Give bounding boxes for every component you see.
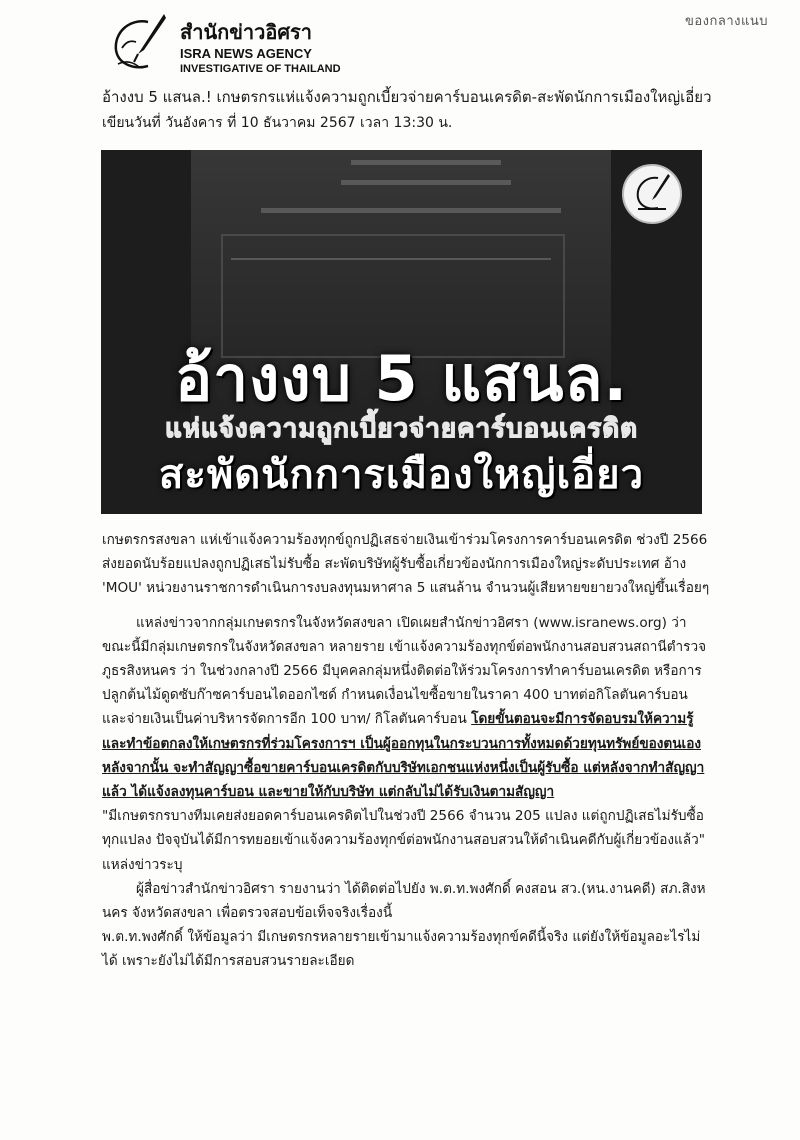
article-headline: อ้างงบ 5 แสนล.! เกษตรกรแห่แจ้งความถูกเบี้ยวจ่ายคาร์บอนเครดิต-สะพัดนักการเมืองใหญ่เอี่ยว xyxy=(102,88,712,106)
paragraph-police-statement: พ.ต.ท.พงศักดิ์ ให้ข้อมูลว่า มีเกษตรกรหลายรายเข้ามาแจ้งความร้องทุกข์คดีนี้จริง แต่ยังให้ข้อมูลอะไรไม่ได้ เพราะยังไม่ได้มีการสอบสวนรายละเอียด xyxy=(102,929,701,970)
paragraph-underlined-text: โดยขั้นตอนจะมีการจัดอบรมให้ความรู้ และทำข้อตกลงให้เกษตรกรที่ร่วมโครงการฯ เป็นผู้ออกทุนในกระบวนการทั้งหมดด้วยทุนทรัพย์ของตนเอง หลังจากนั้น จะทำสัญญาซื้อขายคาร์บอนเครดิตกับบริษัทเอกชนแห่งหนึ่งเป็นผู้รับซื้อ แต่หลังจากทำสัญญาแล้ว ได้แจ้งลงทุนคาร์บอน และขายให้กับบริษัท แต่กลับไม่ได้รับเงินตามสัญญา xyxy=(102,711,705,801)
logo-tagline: INVESTIGATIVE OF THAILAND xyxy=(180,63,341,75)
lead-paragraph: เกษตรกรสงขลา แห่เข้าแจ้งความร้องทุกข์ถูกปฏิเสธจ่ายเงินเข้าร่วมโครงการคาร์บอนเครดิต ช่วงปี 2566 ส่งยอดนับร้อยแปลงถูกปฏิเสธไม่รับซื้อ สะพัดบริษัทผู้รับซื้อเกี่ยวข้องนักการเมืองใหญ่ระดับประเทศ อ้าง 'MOU' หน่วยงานราชการดำเนินการงบลงทุนมหาศาล 5 แสนล้าน จำนวนผู้เสียหายขยายวงใหญ่ขึ้นเรื่อยๆ xyxy=(102,532,710,597)
banner-subtitle-2: สะพัดนักการเมืองใหญ่เอี่ยว xyxy=(158,452,645,498)
corner-stamp: ของกลางแนบ xyxy=(684,14,768,29)
article-byline: เขียนวันที่ วันอังคาร ที่ 10 ธันวาคม 2567 เวลา 13:30 น. xyxy=(102,115,453,131)
isra-logo-icon xyxy=(632,172,672,214)
banner-badge xyxy=(622,164,682,224)
banner-doc-line xyxy=(261,208,561,213)
article-banner-image xyxy=(101,150,702,514)
logo-name-english: ISRA NEWS AGENCY xyxy=(180,46,312,61)
article-body xyxy=(102,528,714,974)
banner-subtitle: แห่แจ้งความถูกเบี้ยวจ่ายคาร์บอนเครดิต xyxy=(165,414,638,444)
isra-logo xyxy=(108,10,408,78)
logo-name-thai: สำนักข่าวอิศรา xyxy=(180,20,313,44)
paragraph-reporter: ผู้สื่อข่าวสำนักข่าวอิศรา รายงานว่า ได้ติดต่อไปยัง พ.ต.ท.พงศักดิ์ คงสอน สว.(หน.งานคดี) สภ.สิงหนคร จังหวัดสงขลา เพื่อตรวจสอบข้อเท็จจริงเรื่องนี้ xyxy=(102,880,706,922)
paragraph-source-text: แหล่งข่าวจากกลุ่มเกษตรกรในจังหวัดสงขลา เปิดเผยสำนักข่าวอิศรา (www.isranews.org) ว่า ขณะนี้มีกลุ่มเกษตรกรในจังหวัดสงขลา หลายราย เข้าแจ้งความร้องทุกข์ต่อพนักงานสอบสวนสถานีตำรวจภูธรสิงหนคร ว่า ในช่วงกลางปี 2566 มีบุคคลกลุ่มหนึ่งติดต่อให้ร่วมโครงการทำคาร์บอนเครดิต หรือการปลูกต้นไม้ดูดซับก๊าซคาร์บอนไดออกไซด์ กำหนดเงื่อนไขซื้อขายในราคา 400 บาทต่อกิโลตันคาร์บอน และจ่ายเงินเป็นค่าบริหารจัดการอีก 100 บาท/ กิโลตันคาร์บอน xyxy=(102,614,707,728)
banner-doc-line xyxy=(351,160,501,165)
banner-doc-line xyxy=(341,180,511,185)
banner-doc-line xyxy=(231,258,551,260)
quill-pen-icon xyxy=(108,12,172,74)
paragraph-quote: "มีเกษตรกรบางทีมเคยส่งยอดคาร์บอนเครดิตไปในช่วงปี 2566 จำนวน 205 แปลง แต่ถูกปฏิเสธไม่รับซื้อทุกแปลง ปัจจุบันได้มีการทยอยเข้าแจ้งความร้องทุกข์ต่อพนักงานสอบสวนให้ดำเนินคดีกับผู้เกี่ยวข้องแล้ว" แหล่งข่าวระบุ xyxy=(102,808,705,873)
paragraph-source-report xyxy=(102,611,714,805)
banner-title: อ้างงบ 5 แสนล. xyxy=(175,342,628,415)
